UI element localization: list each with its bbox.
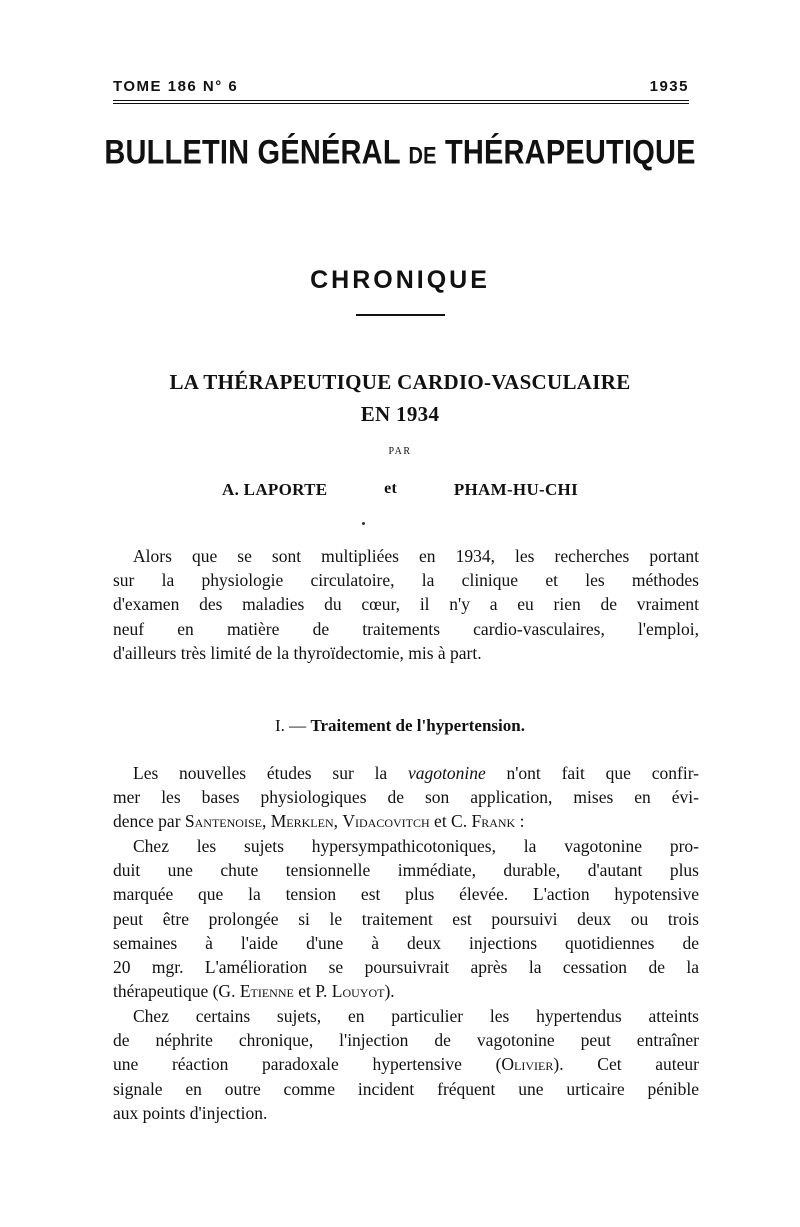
author-name: Frank <box>471 811 516 832</box>
text-run: ). <box>384 981 395 1002</box>
body-paragraph-1 <box>113 761 699 834</box>
author-pham-hu-chi: PHAM-HU-CHI <box>453 480 578 499</box>
author-conjunction: et <box>384 480 398 497</box>
body-line: de néphrite chronique, l'injection de vagotonine peut entraîner <box>113 1030 699 1051</box>
body-paragraph-2 <box>113 834 699 1003</box>
text-run: thérapeutique (G. <box>113 981 240 1002</box>
italic-term: vagotonine <box>407 763 486 783</box>
author-name: Santenoise <box>184 811 262 832</box>
text-run: , <box>333 811 343 832</box>
body-line: duit une chute tensionnelle immédiate, durable, d'autant plus <box>113 860 699 881</box>
body-line: semaines à l'aide d'une à deux injections quotidiennes de <box>113 932 699 953</box>
section-rule <box>356 314 445 316</box>
journal-title-part1: BULLETIN GÉNÉRAL <box>104 134 401 172</box>
intro-line: neuf en matière de traitements cardio-vasculaires, l'emploi, <box>113 618 699 639</box>
body-line <box>113 1052 699 1076</box>
article-title-line2: EN 1934 <box>360 402 440 426</box>
ornament-dot <box>362 522 365 525</box>
intro-line: Alors que se sont multipliées en 1934, les recherches portant <box>133 546 699 566</box>
authors <box>222 480 578 500</box>
body-paragraph-3 <box>113 1004 699 1125</box>
article-title <box>100 366 700 430</box>
text-run: ). Cet auteur <box>553 1054 699 1075</box>
journal-title-de: DE <box>408 143 437 170</box>
text-run: dence par <box>113 811 185 832</box>
journal-title-part2: THÉRAPEUTIQUE <box>444 134 696 172</box>
subsection-title: Traitement de l'hypertension. <box>310 716 525 735</box>
intro-paragraph <box>113 544 699 665</box>
body-line: peut être prolongée si le traitement est poursuivi deux ou trois <box>113 908 699 929</box>
author-name: Louyot <box>331 981 385 1002</box>
section-title: CHRONIQUE <box>310 266 490 294</box>
byline-par: PAR <box>388 446 412 457</box>
subsection-number: I. — <box>275 716 307 735</box>
journal-title <box>100 134 700 173</box>
intro-line: sur la physiologie circulatoire, la clinique et les méthodes <box>113 570 699 591</box>
article-title-line1: LA THÉRAPEUTIQUE CARDIO-VASCULAIRE <box>169 370 631 394</box>
body-line <box>113 979 699 1003</box>
header-rule <box>113 100 689 104</box>
text-run: et P. <box>293 981 332 1002</box>
body-line: Chez certains sujets, en particulier les hypertendus atteints <box>133 1006 699 1026</box>
publication-year: 1935 <box>649 78 689 95</box>
body-line: aux points d'injection. <box>113 1102 268 1123</box>
intro-line: d'ailleurs très limité de la thyroïdectomie, mis à part. <box>113 642 482 663</box>
author-name: Etienne <box>239 981 294 1002</box>
volume-number: TOME 186 N° 6 <box>113 78 239 95</box>
text-run: , <box>261 811 271 832</box>
intro-line: d'examen des maladies du cœur, il n'y a eu rien de vraiment <box>113 594 699 615</box>
text-run: n'ont fait que confir- <box>485 763 699 783</box>
body-line <box>113 809 699 833</box>
author-name: Merklen <box>270 811 334 832</box>
text-run: Les nouvelles études sur la <box>133 763 408 783</box>
body-line: signale en outre comme incident fréquent une urticaire pénible <box>113 1078 699 1099</box>
body-line <box>113 761 699 785</box>
body-line: 20 mgr. L'amélioration se poursuivrait après la cessation de la <box>113 957 699 978</box>
text-run: : <box>515 811 525 832</box>
body-line: marquée que la tension est plus élevée. L'action hypotensive <box>113 884 699 905</box>
author-name: Olivier <box>501 1054 554 1075</box>
body-line: mer les bases physiologiques de son application, mises en évi- <box>113 787 699 808</box>
body-line: Chez les sujets hypersympathicotoniques, la vagotonine pro- <box>133 836 699 856</box>
text-run: et C. <box>429 811 472 832</box>
text-run: une réaction paradoxale hypertensive ( <box>113 1054 502 1075</box>
running-head <box>113 78 689 95</box>
author-laporte: A. LAPORTE <box>222 480 328 499</box>
author-name: Vidacovitch <box>342 811 430 832</box>
subsection-heading <box>100 716 700 736</box>
